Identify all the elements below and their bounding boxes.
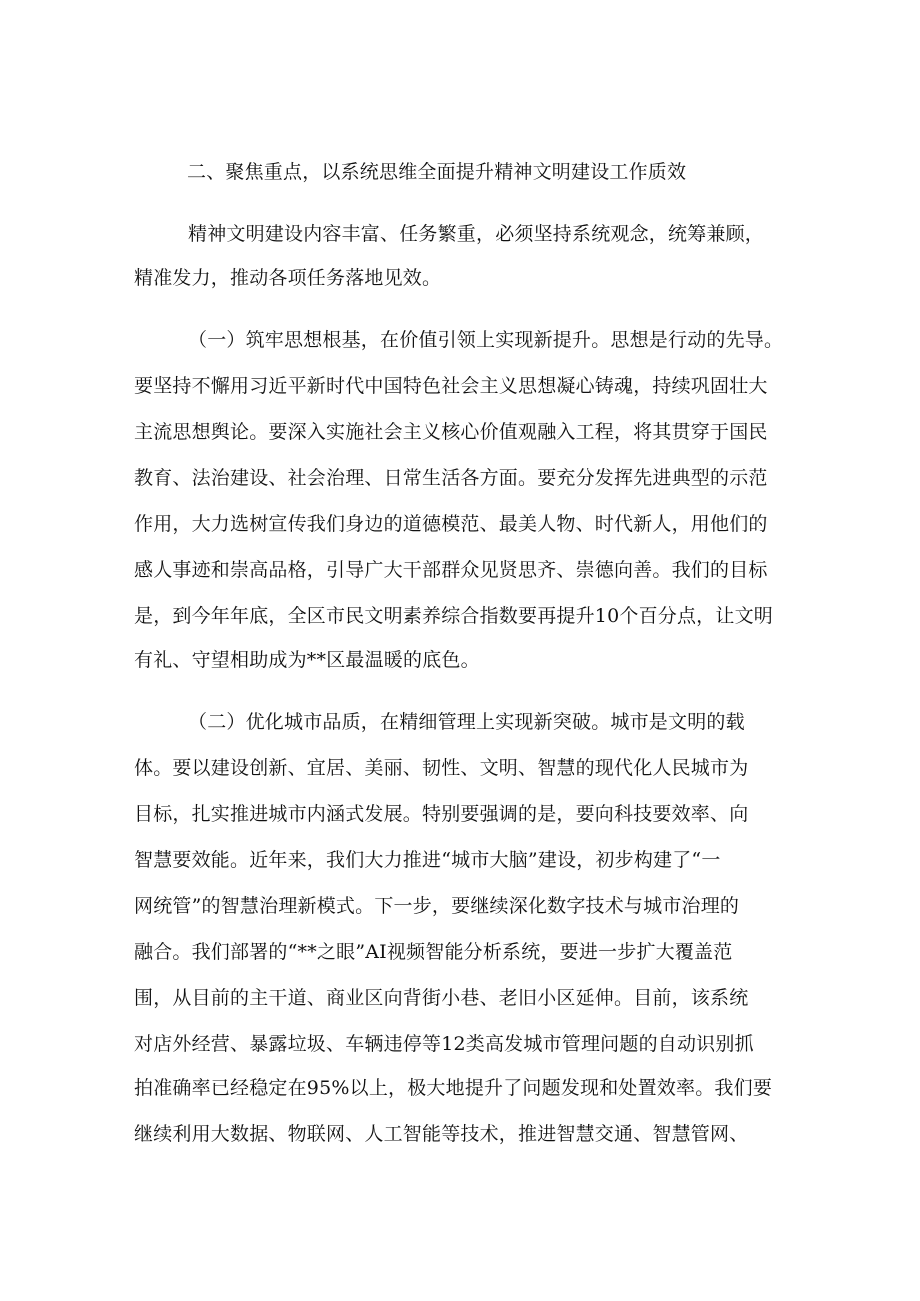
para1-line-7: 是，到今年年底，全区市民文明素养综合指数要再提升10个百分点，让文明 — [134, 605, 773, 627]
para1-line-2: 要坚持不懈用习近平新时代中国特色社会主义思想凝心铸魂，持续巩固壮大 — [134, 375, 768, 397]
para2-line-10: 继续利用大数据、物联网、人工智能等技术，推进智慧交通、智慧管网、 — [134, 1123, 749, 1145]
para1-line-4: 教育、法治建设、社会治理、日常生活各方面。要充分发挥先进典型的示范 — [134, 467, 768, 489]
para2-line-3: 目标，扎实推进城市内涵式发展。特别要强调的是，要向科技要效率、向 — [134, 803, 749, 825]
para1-line-1: （一）筑牢思想根基，在价值引领上实现新提升。思想是行动的先导。 — [188, 329, 784, 351]
para1-line-8: 有礼、守望相助成为**区最温暖的底色。 — [134, 649, 480, 671]
para2-line-6: 融合。我们部署的“**之眼”AI视频智能分析系统，要进一步扩大覆盖范 — [134, 941, 733, 963]
para2-line-8: 对店外经营、暴露垃圾、车辆违停等12类高发城市管理问题的自动识别抓 — [134, 1033, 754, 1055]
para1-line-5: 作用，大力选树宣传我们身边的道德模范、最美人物、时代新人，用他们的 — [134, 513, 768, 535]
para1-line-6: 感人事迹和崇高品格，引导广大干部群众见贤思齐、崇德向善。我们的目标 — [134, 559, 768, 581]
para2-line-5: 网统管”的智慧治理新模式。下一步，要继续深化数字技术与城市治理的 — [134, 895, 740, 917]
intro-line-1: 精神文明建设内容丰富、任务繁重，必须坚持系统观念，统筹兼顾， — [188, 223, 765, 245]
para2-line-2: 体。要以建设创新、宜居、美丽、韧性、文明、智慧的现代化人民城市为 — [134, 757, 749, 779]
para2-line-4: 智慧要效能。近年来，我们大力推进“城市大脑”建设，初步构建了“一 — [134, 849, 721, 871]
section-heading: 二、聚焦重点，以系统思维全面提升精神文明建设工作质效 — [187, 161, 687, 183]
para1-line-3: 主流思想舆论。要深入实施社会主义核心价值观融入工程，将其贯穿于国民 — [134, 421, 768, 443]
para2-line-9: 拍准确率已经稳定在95%以上，极大地提升了问题发现和处置效率。我们要 — [134, 1077, 773, 1099]
intro-line-2: 精准发力，推动各项任务落地见效。 — [134, 267, 442, 289]
para2-line-7: 围，从目前的主干道、商业区向背街小巷、老旧小区延伸。目前，该系统 — [134, 987, 749, 1009]
para2-line-1: （二）优化城市品质，在精细管理上实现新突破。城市是文明的载 — [188, 711, 745, 733]
